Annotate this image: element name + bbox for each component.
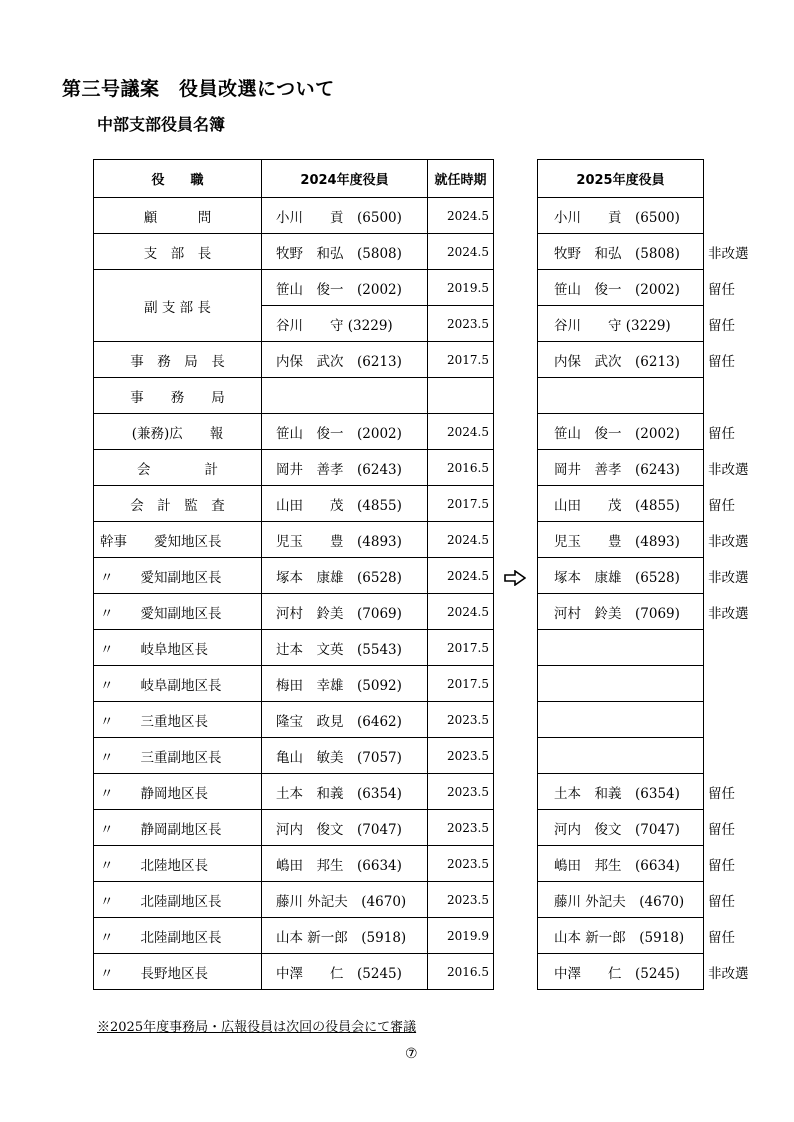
role-cell: 副 支 部 長 <box>94 270 262 342</box>
appointment-date-cell: 2023.5 <box>428 810 494 846</box>
officer-name-cell: 山本 新一郎 (5918) <box>262 918 428 954</box>
officer-name-cell: 児玉 豊 (4893) <box>262 522 428 558</box>
table-row <box>538 414 768 450</box>
table-row <box>94 882 494 918</box>
appointment-date-cell: 2023.5 <box>428 882 494 918</box>
table-row <box>94 414 494 450</box>
officer-name-cell <box>538 378 704 414</box>
document-subtitle: 中部支部役員名簿 <box>97 115 226 134</box>
table-row <box>538 198 768 234</box>
table-row <box>538 666 768 702</box>
appointment-date-cell: 2023.5 <box>428 738 494 774</box>
table-row <box>94 450 494 486</box>
table-row <box>94 918 494 954</box>
status-cell: 非改選 <box>708 605 749 622</box>
table-row <box>94 234 494 270</box>
role-cell: 会 計 監 査 <box>94 486 262 522</box>
officer-name-cell: 笹山 俊一 (2002) <box>538 414 704 450</box>
officer-name-cell: 亀山 敏美 (7057) <box>262 738 428 774</box>
status-cell: 留任 <box>708 425 735 442</box>
table-row <box>538 846 768 882</box>
officer-name-cell: 小川 貢 (6500) <box>262 198 428 234</box>
table-row <box>538 738 768 774</box>
table-2025-officers <box>537 159 768 990</box>
officer-name-cell <box>262 378 428 414</box>
appointment-date-cell: 2017.5 <box>428 666 494 702</box>
officer-name-cell: 塚本 康雄 (6528) <box>538 558 704 594</box>
officer-name-cell: 谷川 守 (3229) <box>262 306 428 342</box>
table-row <box>94 846 494 882</box>
status-cell: 留任 <box>708 857 735 874</box>
table-row <box>94 378 494 414</box>
table-row <box>94 594 494 630</box>
officer-name-cell: 嶋田 邦生 (6634) <box>538 846 704 882</box>
table-row <box>94 558 494 594</box>
role-cell: 〃 静岡副地区長 <box>94 810 262 846</box>
status-cell: 非改選 <box>708 965 749 982</box>
officer-name-cell: 山田 茂 (4855) <box>262 486 428 522</box>
document-title: 第三号議案 役員改選について <box>62 78 335 100</box>
role-cell: 〃 愛知副地区長 <box>94 594 262 630</box>
status-cell: 非改選 <box>708 245 749 262</box>
table-row <box>94 810 494 846</box>
page-number: ⑦ <box>405 1046 418 1062</box>
role-cell: 幹事 愛知地区長 <box>94 522 262 558</box>
appointment-date-cell: 2024.5 <box>428 558 494 594</box>
role-cell: (兼務)広 報 <box>94 414 262 450</box>
status-cell <box>704 378 768 414</box>
table-row <box>94 702 494 738</box>
table-2024-officers <box>93 159 494 990</box>
officer-name-cell: 笹山 俊一 (2002) <box>538 270 704 306</box>
appointment-date-cell: 2023.5 <box>428 846 494 882</box>
officer-name-cell: 河内 俊文 (7047) <box>538 810 704 846</box>
table-row <box>94 774 494 810</box>
header-2025-officer: 2025年度役員 <box>538 160 704 198</box>
officer-name-cell: 牧野 和弘 (5808) <box>538 234 704 270</box>
table-row <box>538 558 768 594</box>
table-header-row <box>94 160 494 198</box>
officer-name-cell: 梅田 幸雄 (5092) <box>262 666 428 702</box>
status-cell: 留任 <box>708 317 735 334</box>
table-row <box>538 486 768 522</box>
header-appointment-date: 就任時期 <box>428 160 494 198</box>
table-row <box>94 666 494 702</box>
table-row <box>538 630 768 666</box>
officer-name-cell: 土本 和義 (6354) <box>538 774 704 810</box>
table-row <box>94 630 494 666</box>
status-cell: 留任 <box>708 893 735 910</box>
officer-name-cell <box>538 630 704 666</box>
appointment-date-cell: 2017.5 <box>428 342 494 378</box>
table-header-row <box>538 160 768 198</box>
status-cell: 留任 <box>708 929 735 946</box>
appointment-date-cell: 2024.5 <box>428 594 494 630</box>
appointment-date-cell: 2016.5 <box>428 954 494 990</box>
table-row <box>538 522 768 558</box>
officer-name-cell: 児玉 豊 (4893) <box>538 522 704 558</box>
status-cell <box>704 198 768 234</box>
officer-name-cell: 小川 貢 (6500) <box>538 198 704 234</box>
table-row <box>538 702 768 738</box>
officer-name-cell: 河内 俊文 (7047) <box>262 810 428 846</box>
status-cell <box>704 630 768 666</box>
officer-name-cell: 藤川 外記夫 (4670) <box>262 882 428 918</box>
table-row <box>538 954 768 990</box>
status-cell: 留任 <box>708 821 735 838</box>
role-cell: 〃 静岡地区長 <box>94 774 262 810</box>
officer-name-cell: 藤川 外記夫 (4670) <box>538 882 704 918</box>
table-row <box>538 774 768 810</box>
status-cell <box>704 702 768 738</box>
role-cell: 〃 三重地区長 <box>94 702 262 738</box>
table-row <box>94 198 494 234</box>
table-row <box>94 486 494 522</box>
table-row <box>538 594 768 630</box>
table-row <box>538 450 768 486</box>
officer-name-cell: 岡井 善孝 (6243) <box>262 450 428 486</box>
officer-name-cell: 嶋田 邦生 (6634) <box>262 846 428 882</box>
officer-name-cell: 河村 鈴美 (7069) <box>262 594 428 630</box>
officer-name-cell: 中澤 仁 (5245) <box>538 954 704 990</box>
status-cell: 非改選 <box>708 569 749 586</box>
table-row <box>538 234 768 270</box>
table-row <box>538 918 768 954</box>
status-cell <box>704 666 768 702</box>
appointment-date-cell: 2017.5 <box>428 486 494 522</box>
header-2024-officer: 2024年度役員 <box>262 160 428 198</box>
status-cell: 留任 <box>708 353 735 370</box>
officer-name-cell: 中澤 仁 (5245) <box>262 954 428 990</box>
status-cell: 留任 <box>708 281 735 298</box>
table-row <box>94 342 494 378</box>
appointment-date-cell: 2023.5 <box>428 306 494 342</box>
role-cell: 〃 三重副地区長 <box>94 738 262 774</box>
officer-name-cell: 内保 武次 (6213) <box>262 342 428 378</box>
officer-name-cell <box>538 738 704 774</box>
role-cell: 〃 愛知副地区長 <box>94 558 262 594</box>
table-row <box>538 306 768 342</box>
officer-name-cell: 笹山 俊一 (2002) <box>262 414 428 450</box>
table-row <box>94 954 494 990</box>
appointment-date-cell: 2019.5 <box>428 270 494 306</box>
table-row <box>538 342 768 378</box>
officer-name-cell: 岡井 善孝 (6243) <box>538 450 704 486</box>
officer-name-cell: 辻本 文英 (5543) <box>262 630 428 666</box>
table-row <box>538 810 768 846</box>
table-row <box>538 378 768 414</box>
officer-name-cell: 塚本 康雄 (6528) <box>262 558 428 594</box>
role-cell: 支 部 長 <box>94 234 262 270</box>
officer-name-cell <box>538 666 704 702</box>
appointment-date-cell: 2019.9 <box>428 918 494 954</box>
officer-name-cell: 谷川 守 (3229) <box>538 306 704 342</box>
appointment-date-cell: 2024.5 <box>428 198 494 234</box>
role-cell: 〃 岐阜副地区長 <box>94 666 262 702</box>
officer-name-cell: 内保 武次 (6213) <box>538 342 704 378</box>
status-cell: 留任 <box>708 785 735 802</box>
table-row <box>94 522 494 558</box>
appointment-date-cell: 2016.5 <box>428 450 494 486</box>
officer-name-cell: 河村 鈴美 (7069) <box>538 594 704 630</box>
appointment-date-cell: 2023.5 <box>428 702 494 738</box>
appointment-date-cell: 2023.5 <box>428 774 494 810</box>
role-cell: 事 務 局 長 <box>94 342 262 378</box>
appointment-date-cell: 2017.5 <box>428 630 494 666</box>
status-cell: 留任 <box>708 497 735 514</box>
table-row <box>94 270 494 306</box>
appointment-date-cell <box>428 378 494 414</box>
right-arrow-icon <box>504 570 526 586</box>
role-cell: 〃 北陸副地区長 <box>94 882 262 918</box>
officer-name-cell: 土本 和義 (6354) <box>262 774 428 810</box>
appointment-date-cell: 2024.5 <box>428 234 494 270</box>
appointment-date-cell: 2024.5 <box>428 522 494 558</box>
role-cell: 〃 北陸地区長 <box>94 846 262 882</box>
role-cell: 事 務 局 <box>94 378 262 414</box>
role-cell: 〃 長野地区長 <box>94 954 262 990</box>
role-cell: 顧 問 <box>94 198 262 234</box>
role-cell: 会 計 <box>94 450 262 486</box>
appointment-date-cell: 2024.5 <box>428 414 494 450</box>
table-row <box>538 882 768 918</box>
role-cell: 〃 岐阜地区長 <box>94 630 262 666</box>
officer-name-cell: 牧野 和弘 (5808) <box>262 234 428 270</box>
role-cell: 〃 北陸副地区長 <box>94 918 262 954</box>
header-status-blank <box>704 160 768 198</box>
status-cell: 非改選 <box>708 533 749 550</box>
table-row <box>538 270 768 306</box>
table-row <box>94 738 494 774</box>
header-role: 役 職 <box>94 160 262 198</box>
status-cell: 非改選 <box>708 461 749 478</box>
status-cell <box>704 738 768 774</box>
officer-name-cell: 山田 茂 (4855) <box>538 486 704 522</box>
officer-name-cell: 笹山 俊一 (2002) <box>262 270 428 306</box>
officer-name-cell: 隆宝 政見 (6462) <box>262 702 428 738</box>
footnote: ※2025年度事務局・広報役員は次回の役員会にて審議 <box>97 1020 417 1035</box>
officer-name-cell <box>538 702 704 738</box>
officer-name-cell: 山本 新一郎 (5918) <box>538 918 704 954</box>
